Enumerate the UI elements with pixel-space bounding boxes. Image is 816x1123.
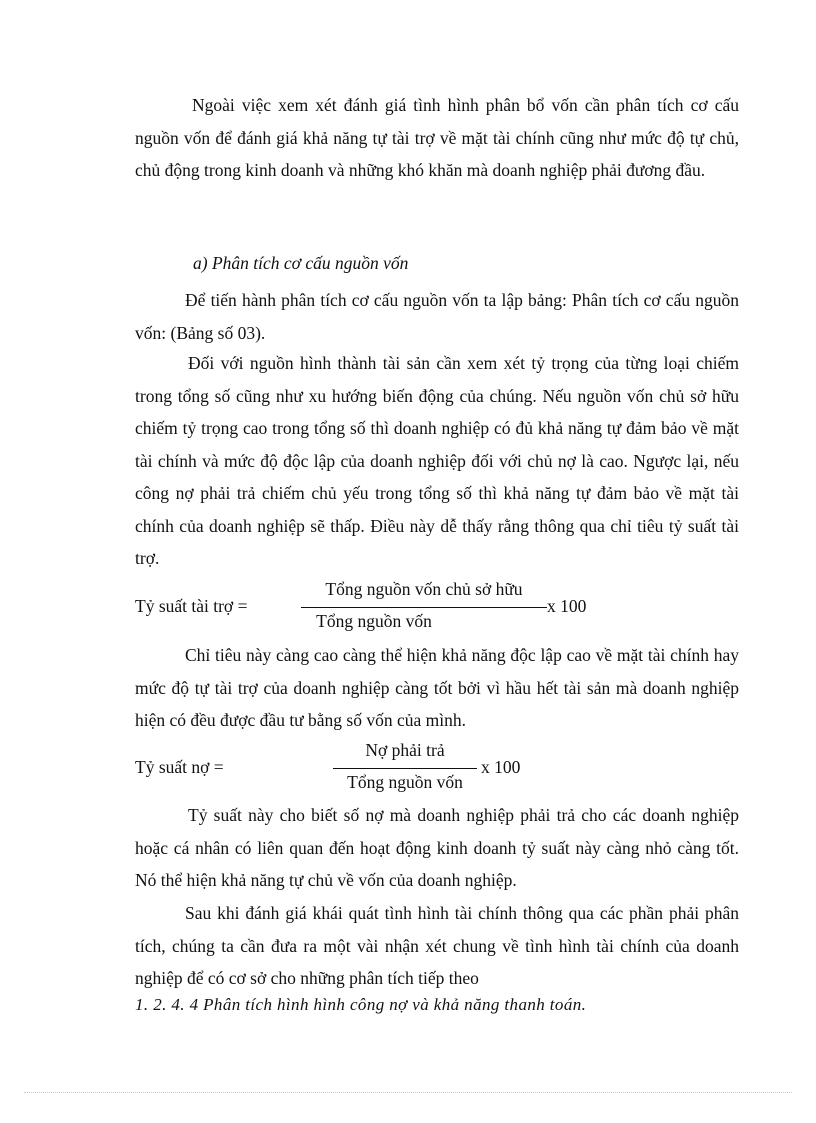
paragraph-capital-structure-intro: Ngoài việc xem xét đánh giá tình hình phân bổ vốn cần phân tích cơ cấu nguồn vốn để đánh giá khả năng tự tài trợ về mặt tài chính cũng như mức độ tự chủ, chủ động trong kinh doanh và những khó khăn mà doanh nghiệp phải đương đầu. (135, 95, 739, 180)
formula-numerator: Tổng nguồn vốn chủ sở hữu (325, 579, 523, 599)
paragraph-funding-sources: Đối với nguồn hình thành tài sản cần xem xét tỷ trọng của từng loại chiếm trong tổng số cũng như xu hướng biến động của chúng. Nếu nguồn vốn chủ sở hữu chiếm tỷ trọng cao trong tổng số thì doanh nghiệp có đủ khả năng tự đảm bảo về mặt tài chính và mức độ độc lập của doanh nghiệp đối với chủ nợ là cao. Ngược lại, nếu công nợ phải trả chiếm chủ yếu trong tổng số thì khả năng tự đảm bảo về mặt tài chính của doanh nghiệp sẽ thấp. Điều này dễ thấy rằng thông qua chỉ tiêu tỷ suất tài trợ. (135, 353, 739, 568)
fraction-bar (333, 768, 477, 769)
paragraph-table-reference: Để tiến hành phân tích cơ cấu nguồn vốn ta lập bảng: Phân tích cơ cấu nguồn vốn: (Bảng số 03). (135, 290, 739, 343)
formula-numerator: Nợ phải trả (365, 740, 445, 760)
formula-multiplier: x 100 (547, 596, 587, 616)
fraction-bar (301, 607, 547, 608)
formula-denominator: Tổng nguồn vốn (316, 611, 432, 631)
paragraph-debt-ratio-explanation: Tỷ suất này cho biết số nợ mà doanh nghiệp phải trả cho các doanh nghiệp hoặc cá nhân có liên quan đến hoạt động kinh doanh tỷ suất này càng nhỏ càng tốt. Nó thể hiện khả năng tự chủ về vốn của doanh nghiệp. (135, 805, 739, 890)
formula-label: Tỷ suất nợ = (135, 757, 224, 777)
page-bottom-divider (24, 1092, 792, 1093)
formula-denominator: Tổng nguồn vốn (347, 772, 463, 792)
paragraph-general-assessment: Sau khi đánh giá khái quát tình hình tài chính thông qua các phần phải phân tích, chúng ta cần đưa ra một vài nhận xét chung về tình hình tài chính của doanh nghiệp để có cơ sở cho những phân tích tiếp theo (135, 903, 739, 988)
formula-label: Tỷ suất tài trợ = (135, 596, 248, 616)
formula-self-financing-ratio (135, 576, 615, 636)
formula-debt-ratio (135, 737, 555, 797)
formula-multiplier: x 100 (481, 757, 521, 777)
paragraph-ratio-explanation: Chỉ tiêu này càng cao càng thể hiện khả năng độc lập cao về mặt tài chính hay mức độ tự tài trợ của doanh nghiệp càng tốt bởi vì hầu hết tài sản mà doanh nghiệp hiện có đều được đầu tư bằng số vốn của mình. (135, 645, 739, 730)
section-heading-a: a) Phân tích cơ cấu nguồn vốn (193, 253, 409, 273)
section-heading-1-2-4-4: 1. 2. 4. 4 Phân tích hình hình công nợ và khả năng thanh toán. (135, 995, 587, 1014)
